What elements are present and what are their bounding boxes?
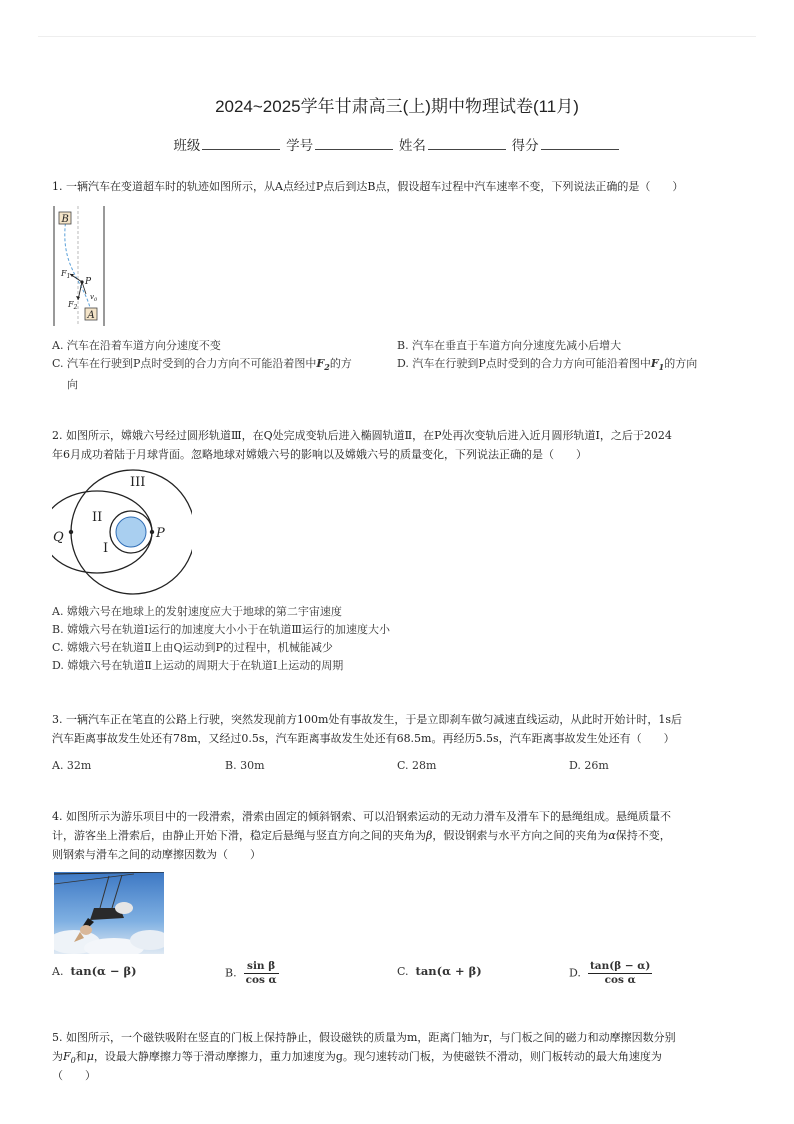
q4-zipline-photo (54, 872, 164, 954)
q1-fig-label-A: A (87, 310, 95, 321)
q2-option-d[interactable]: D. 嫦娥六号在轨道Ⅱ上运动的周期大于在轨道Ⅰ上运动的周期 (52, 659, 344, 672)
class-label: 班级 (173, 138, 201, 153)
q1-figure (52, 204, 108, 328)
q1-option-c[interactable] (52, 355, 382, 393)
q1-option-d-tail: 的方向 (664, 357, 698, 370)
q3-option-b[interactable]: B. 30m (225, 759, 265, 772)
q4-stem-line2: 计，游客坐上滑索后，由静止开始下滑，稳定后悬绳与竖直方向之间的夹角为β，假设钢索与水平方向之间的夹角为α保持不变， (52, 829, 671, 842)
q4-option-d[interactable]: D. $\frac{\tan(\beta - \alpha)}{\text{cos α}}$ (569, 960, 651, 986)
q1-option-b[interactable]: B. 汽车在垂直于车道方向分速度先减小后增大 (397, 339, 622, 352)
score-blank[interactable] (541, 137, 619, 150)
q4-option-a[interactable]: A. tan(α − β) (52, 964, 137, 978)
q1-option-d-symbol: $F_1$ (650, 357, 665, 373)
q1-fig-label-F2: $F_2$ (68, 300, 78, 311)
q2-fig-label-Q: Q (53, 530, 64, 545)
q1-stem: 1. 一辆汽车在变道超车时的轨迹如图所示，从A点经过P点后到达B点，假设超车过程中汽车速率不变，下列说法正确的是（ ） (52, 180, 684, 193)
page-title: 2024~2025学年甘肃高三(上)期中物理试卷(11月) (215, 97, 579, 116)
name-blank[interactable] (428, 137, 506, 150)
q3-option-d[interactable]: D. 26m (569, 759, 609, 772)
q1-fig-label-B: B (61, 214, 69, 225)
q1-option-c-tail: 的方 (329, 357, 352, 370)
q5-stem-line3: （ ） (52, 1069, 96, 1082)
q1-option-c-wrap: 向 (67, 378, 78, 392)
q1-option-a[interactable]: A. 汽车在沿着车道方向分速度不变 (52, 339, 221, 352)
id-label: 学号 (286, 138, 314, 153)
name-label: 姓名 (398, 138, 426, 153)
q3-stem-line1: 3. 一辆汽车正在笔直的公路上行驶，突然发现前方100m处有事故发生，于是立即刹车做匀减速直线运动，从此时开始计时，1s后 (52, 713, 683, 726)
q4-stem-line3: 则钢索与滑车之间的动摩擦因数为（ ） (52, 848, 261, 861)
q1-option-d-text: D. 汽车在行驶到P点时受到的合力方向可能沿着图中 (397, 357, 651, 370)
q2-fig-label-II: II (92, 510, 103, 525)
q2-fig-label-III: III (130, 475, 146, 490)
q3-option-c[interactable]: C. 28m (397, 759, 437, 772)
q1-fig-label-P: P (85, 277, 92, 287)
q2-fig-label-I: I (103, 541, 109, 556)
q2-stem-line2: 年6月成功着陆于月球背面。忽略地球对嫦娥六号的影响以及嫦娥六号的质量变化，下列说法正确的是（ ） (52, 448, 587, 461)
class-blank[interactable] (202, 137, 280, 150)
q3-stem-line2: 汽车距离事故发生处还有78m，又经过0.5s，汽车距离事故发生处还有68.5m。再经历5.5s，汽车距离事故发生处还有（ ） (52, 732, 675, 745)
score-label: 得分 (511, 138, 539, 153)
q5-stem-line1: 5. 如图所示，一个磁铁吸附在竖直的门板上保持静止，假设磁铁的质量为m，距离门轴为r，与门板之间的磁力和动摩擦因数分别 (52, 1031, 676, 1044)
q3-option-a[interactable]: A. 32m (52, 759, 92, 772)
q2-figure (52, 466, 192, 600)
q1-option-d[interactable] (397, 355, 697, 376)
q2-option-a[interactable]: A. 嫦娥六号在地球上的发射速度应大于地球的第二宇宙速度 (52, 605, 342, 618)
q2-option-b[interactable]: B. 嫦娥六号在轨道Ⅰ运行的加速度大小小于在轨道Ⅲ运行的加速度大小 (52, 623, 391, 636)
q1-fig-label-F1: $F_1$ (61, 269, 71, 280)
top-rule (38, 36, 756, 37)
id-blank[interactable] (315, 137, 393, 150)
q1-option-c-text: C. 汽车在行驶到P点时受到的合力方向不可能沿着图中 (52, 357, 317, 370)
q4-option-c[interactable]: C. tan(α + β) (397, 964, 482, 978)
student-info-line (0, 134, 794, 154)
q1-option-c-symbol: $F_2$ (316, 357, 330, 373)
q1-fig-label-v0: $v_0$ (90, 293, 98, 303)
q2-option-c[interactable]: C. 嫦娥六号在轨道Ⅱ上由Q运动到P的过程中，机械能减少 (52, 641, 333, 654)
q2-fig-label-P: P (156, 526, 165, 541)
q4-option-b[interactable]: B. $\frac{\text{sin β}}{\text{cos α}}$ (225, 960, 277, 986)
q5-stem-line2: 为$F_0$和μ，设最大静摩擦力等于滑动摩擦力，重力加速度为g。现匀速转动门板，为使磁铁不滑动，则门板转动的最大角速度为 (52, 1050, 662, 1066)
q2-stem-line1: 2. 如图所示，嫦娥六号经过圆形轨道Ⅲ，在Q处完成变轨后进入椭圆轨道Ⅱ，在P处再次变轨后进入近月圆形轨道Ⅰ，之后于2024 (52, 429, 672, 442)
q4-stem-line1: 4. 如图所示为游乐项目中的一段滑索，滑索由固定的倾斜钢索、可以沿钢索运动的无动力滑车及滑车下的悬绳组成。悬绳质量不 (52, 810, 671, 823)
